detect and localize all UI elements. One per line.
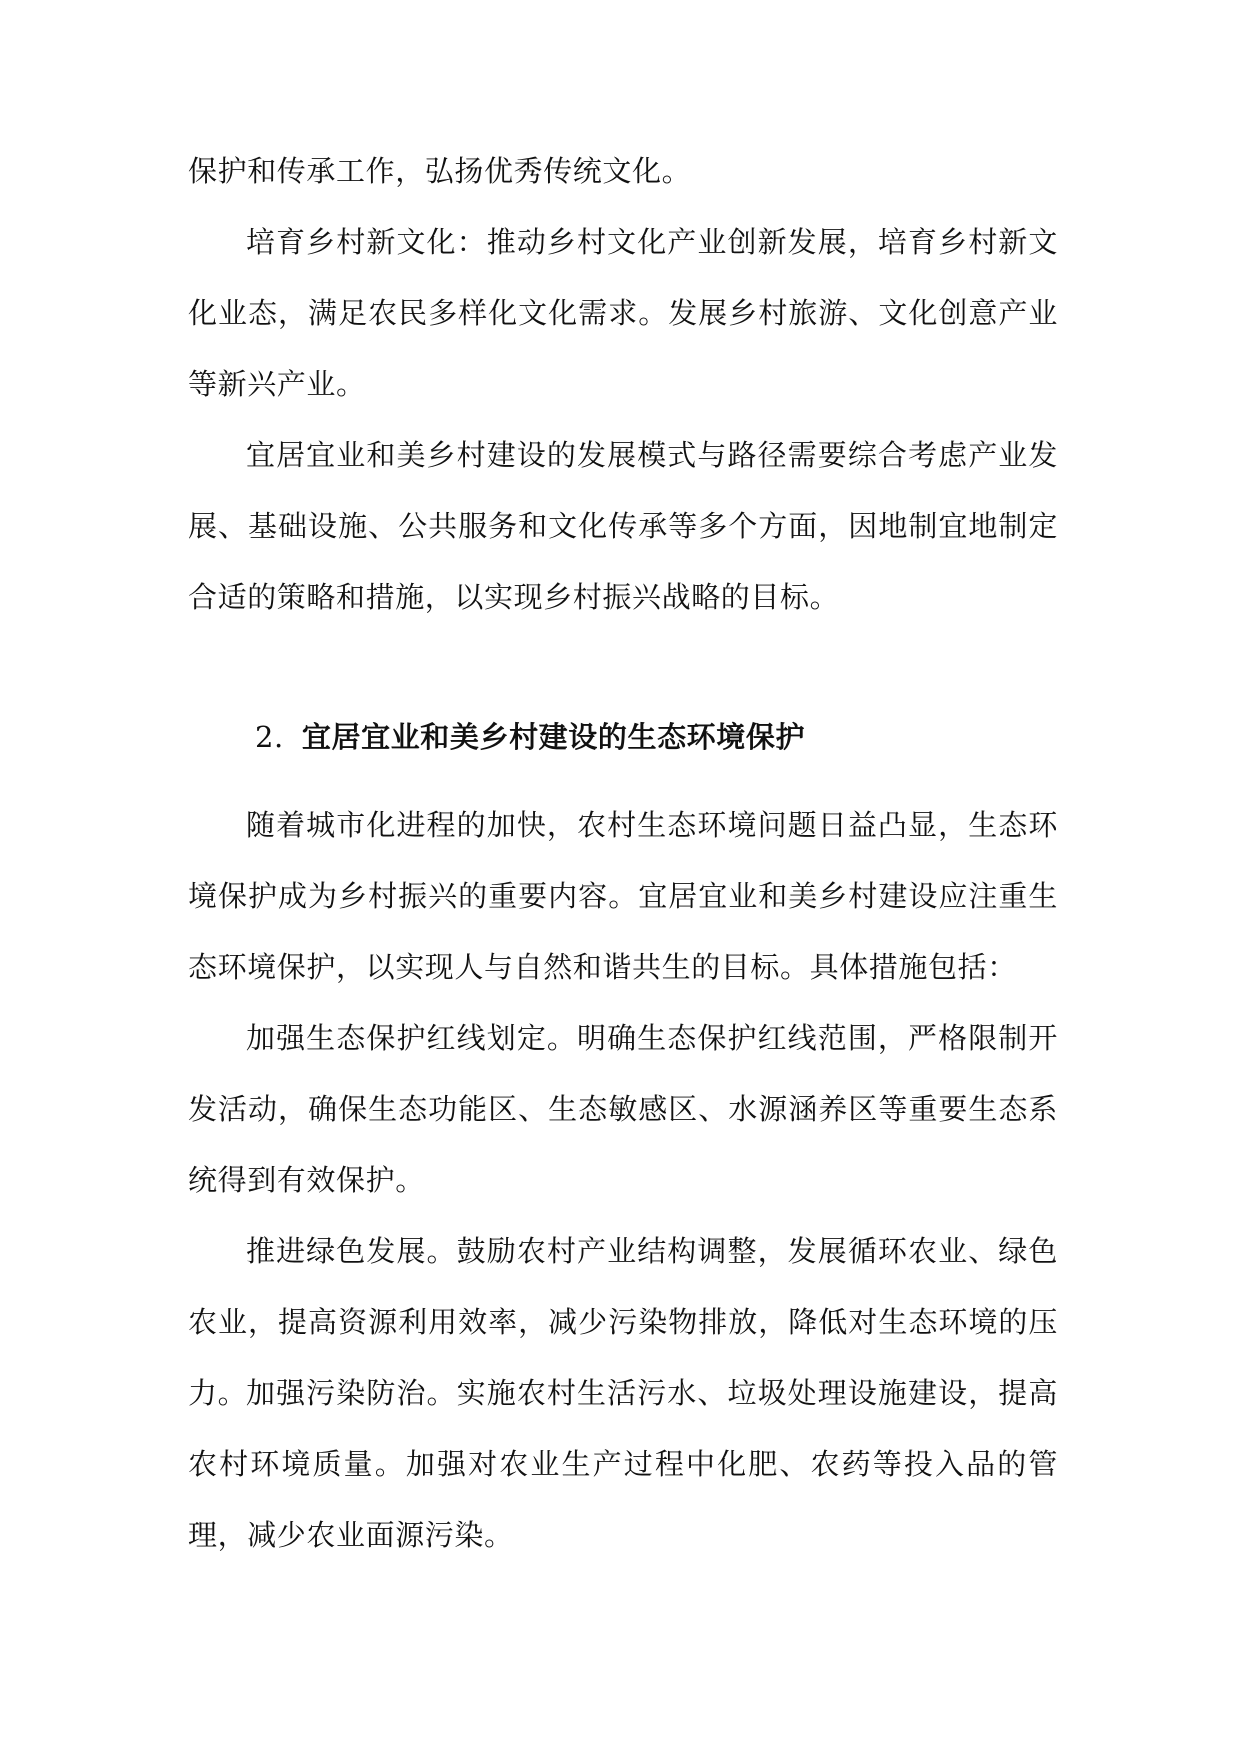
section-number: 2.	[255, 720, 284, 754]
paragraph-ecology-intro: 随着城市化进程的加快，农村生态环境问题日益凸显，生态环境保护成为乡村振兴的重要内容。宜居宜业和美乡村建设应注重生态环境保护，以实现人与自然和谐共生的目标。具体措施包括：	[188, 808, 1058, 984]
section-heading	[255, 712, 1055, 762]
paragraph-development-summary: 宜居宜业和美乡村建设的发展模式与路径需要综合考虑产业发展、基础设施、公共服务和文化传承等多个方面，因地制宜地制定合适的策略和措施，以实现乡村振兴战略的目标。	[188, 438, 1058, 614]
paragraph-new-culture: 培育乡村新文化：推动乡村文化产业创新发展，培育乡村新文化业态，满足农民多样化文化需求。发展乡村旅游、文化创意产业等新兴产业。	[188, 225, 1058, 401]
section-title: 宜居宜业和美乡村建设的生态环境保护	[301, 720, 806, 754]
paragraph-continuation: 保护和传承工作，弘扬优秀传统文化。	[188, 154, 692, 188]
paragraph-red-line: 加强生态保护红线划定。明确生态保护红线范围，严格限制开发活动，确保生态功能区、生态敏感区、水源涵养区等重要生态系统得到有效保护。	[188, 1021, 1058, 1197]
paragraph-pollution-control: 加强污染防治。实施农村生活污水、垃圾处理设施建设，提高农村环境质量。加强对农业生产过程中化肥、农药等投入品的管理，减少农业面源污染。	[188, 1376, 1058, 1552]
paragraph-green-development: 推进绿色发展。鼓励农村产业结构调整，发展循环农业、绿色农业，提高资源利用效率，减少污染物排放，降低对生态环境的压力。	[188, 1234, 1058, 1410]
